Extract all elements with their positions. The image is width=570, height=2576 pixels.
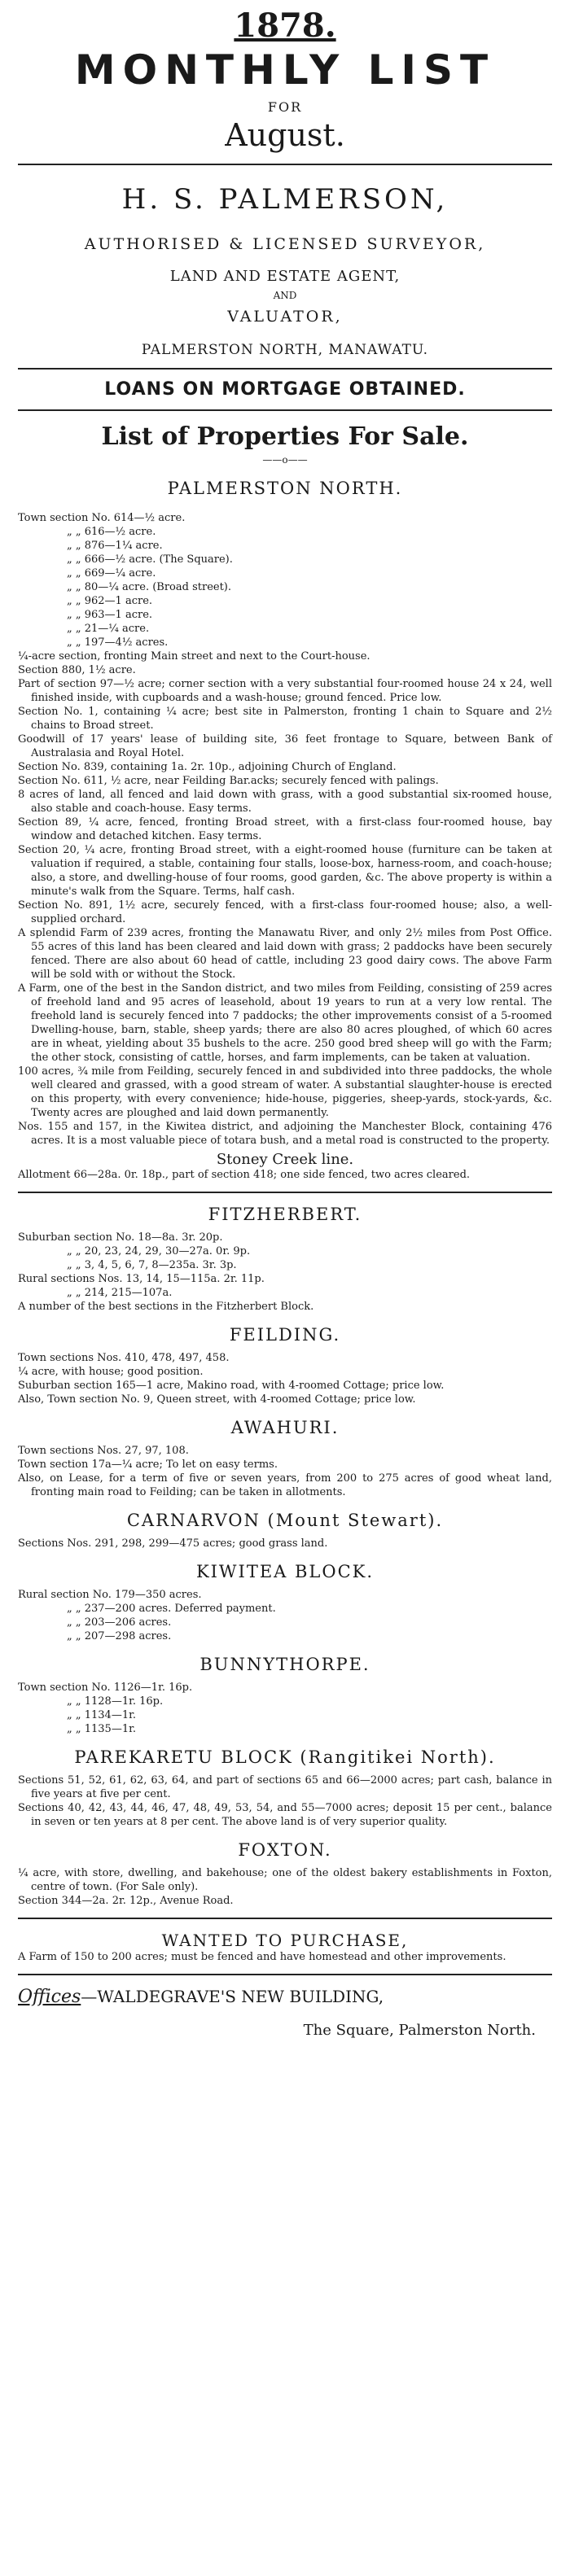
month: August.	[225, 117, 345, 153]
list-title: List of Properties For Sale.	[101, 422, 469, 451]
wanted-heading: WANTED TO PURCHASE,	[161, 1931, 409, 1950]
listing-line: Rural sections Nos. 13, 14, 15—115a. 2r. 11p.	[18, 1273, 265, 1285]
town-section-list	[18, 511, 552, 649]
firm-title-1: AUTHORISED & LICENSED SURVEYOR,	[84, 235, 486, 253]
divider	[18, 1974, 552, 1975]
property-entry: Section 20, ¼ acre, fronting Broad street, with a eight-roomed house (furniture can be taken at valuation if required, a stable, containing four stalls, loose-box, harness-room, and coach-house; also, a store, and dwelling-house of four rooms, good garden, &c. The above property is within a minute's walk from the Square. Terms, half cash.	[18, 844, 552, 898]
town-section-line: „ „ 666—½ acre. (The Square).	[67, 553, 233, 566]
listing-line: Sections Nos. 291, 298, 299—475 acres; good grass land.	[18, 1537, 328, 1550]
town-section-line: „ „ 669—¼ acre.	[67, 567, 156, 579]
offices-text: —WALDEGRAVE'S NEW BUILDING,	[81, 1987, 384, 2006]
divider	[18, 1192, 552, 1193]
property-entry: Part of section 97—½ acre; corner section with a very substantial four-roomed house 24 x 24, well finished inside, with cupboards and a wash-house; ground fenced. Price low.	[18, 678, 552, 704]
section-heading-fitzherbert: FITZHERBERT.	[208, 1205, 362, 1224]
town-section-line: „ „ 616—½ acre.	[67, 526, 156, 538]
offices-address: The Square, Palmerston North.	[303, 2022, 536, 2039]
listing-line: „ „ 1134—1r.	[67, 1709, 137, 1721]
section-heading-palmerston: PALMERSTON NORTH.	[167, 479, 403, 498]
listing-line: Suburban section No. 18—8a. 3r. 20p.	[18, 1231, 223, 1244]
section-heading-bunnythorpe: BUNNYTHORPE.	[200, 1655, 370, 1674]
listing-line: „ „ 1128—1r. 16p.	[67, 1695, 164, 1708]
town-section-line: „ „ 21—¼ acre.	[67, 623, 150, 635]
firm-location: PALMERSTON NORTH, MANAWATU.	[141, 342, 429, 358]
loans-heading: LOANS ON MORTGAGE OBTAINED.	[104, 379, 466, 400]
divider	[18, 1918, 552, 1919]
listing-line: „ „ 1135—1r.	[67, 1723, 137, 1735]
property-entry: Goodwill of 17 years' lease of building site, 36 feet frontage to Square, between Bank of Australasia and Royal Hotel.	[18, 733, 552, 759]
document-title: MONTHLY LIST	[74, 46, 496, 94]
listing-line: „ „ 3, 4, 5, 6, 7, 8—235a. 3r. 3p.	[67, 1259, 237, 1271]
town-section-line: „ „ 80—¼ acre. (Broad street).	[67, 581, 232, 593]
listing-line: „ „ 203—206 acres.	[67, 1616, 172, 1629]
stoney-creek-heading: Stoney Creek line.	[216, 1151, 354, 1168]
property-entry: ¼-acre section, fronting Main street and next to the Court-house.	[18, 650, 370, 663]
town-section-line: „ „ 963—1 acre.	[67, 609, 153, 621]
section-heading-awahuri: AWAHURI.	[230, 1418, 340, 1437]
listing-line: ¼ acre, with store, dwelling, and bakehouse; one of the oldest bakery establishments in Foxton, centre of town. (For Sale only).	[18, 1867, 552, 1893]
property-entry: Section 880, 1½ acre.	[18, 664, 136, 676]
property-entry: Section 89, ¼ acre, fenced, fronting Broad street, with a first-class four-roomed house, bay window and detached kitchen. Easy terms.	[18, 816, 552, 842]
listing-line: Also, Town section No. 9, Queen street, with 4-roomed Cottage; price low.	[18, 1393, 416, 1406]
divider	[18, 409, 552, 411]
listing-line: Section 344—2a. 2r. 12p., Avenue Road.	[18, 1895, 234, 1907]
property-entry: Section No. 839, containing 1a. 2r. 10p., adjoining Church of England.	[18, 761, 397, 773]
listing-line: „ „ 207—298 acres.	[67, 1630, 172, 1642]
section-heading-foxton: FOXTON.	[238, 1840, 332, 1860]
listing-line: Sections 51, 52, 61, 62, 63, 64, and part of sections 65 and 66—2000 acres; part cash, balance in five years at five per cent.	[18, 1774, 552, 1800]
firm-name: H. S. PALMERSON,	[121, 183, 449, 216]
listing-line: A number of the best sections in the Fitzherbert Block.	[18, 1301, 314, 1313]
property-entries	[18, 649, 552, 1148]
property-entry: Section No. 611, ½ acre, near Feilding Bar.acks; securely fenced with palings.	[18, 775, 439, 787]
property-entry: A Farm, one of the best in the Sandon district, and two miles from Feilding, consisting of 259 acres of freehold land and 95 acres of leasehold, about 19 years to run at a very low rental. The freehold land is securely fenced into 7 paddocks; the other improvements consist of a 5-roomed Dwelling-house, barn, stable, sheep yards; there are also 80 acres ploughed, of which 60 acres are in wheat, yielding about 35 bushels to the acre. 250 good bred sheep will go with the Farm; the other stock, consisting of cattle, horses, and farm implements, can be taken at valuation.	[18, 982, 552, 1064]
listing-line: Suburban section 165—1 acre, Makino road, with 4-roomed Cottage; price low.	[18, 1380, 445, 1392]
listing-line: Town section No. 1126—1r. 16p.	[18, 1682, 193, 1694]
firm-and: AND	[273, 290, 297, 301]
property-entry: 8 acres of land, all fenced and laid down with grass, with a good substantial six-roomed house, also stable and coach-house. Easy terms.	[18, 789, 552, 815]
property-entry: Allotment 66—28a. 0r. 18p., part of section 418; one side fenced, two acres cleared.	[18, 1169, 471, 1181]
year: 1878.	[234, 7, 336, 45]
firm-title-2: LAND AND ESTATE AGENT,	[169, 268, 401, 285]
for-label: FOR	[267, 99, 303, 115]
town-section-line: „ „ 876—1¼ acre.	[67, 540, 163, 552]
listing-line: Town sections Nos. 27, 97, 108.	[18, 1445, 189, 1457]
listing-line: „ „ 237—200 acres. Deferred payment.	[67, 1603, 276, 1615]
property-entry: Section No. 891, 1½ acre, securely fenced, with a first-class four-roomed house; also, a well-supplied orchard.	[18, 899, 552, 925]
property-entry: Section No. 1, containing ¼ acre; best site in Palmerston, fronting 1 chain to Square and 2½ chains to Broad street.	[18, 706, 552, 732]
ornament: ——o——	[262, 454, 308, 466]
listing-line: Sections 40, 42, 43, 44, 46, 47, 48, 49, 53, 54, and 55—7000 acres; deposit 15 per cent., balance in seven or ten years at 8 per cent. The above land is of very superior quality.	[18, 1802, 552, 1828]
divider	[18, 164, 552, 165]
property-entry: A splendid Farm of 239 acres, fronting the Manawatu River, and only 2½ miles from Post Office. 55 acres of this land has been cleared and laid down with grass; 2 paddocks have been securely fenced. There are also about 60 head of cattle, including 23 good dairy cows. The above Farm will be sold with or without the Stock.	[18, 927, 552, 981]
offices-label: Offices	[18, 1987, 81, 2007]
section-heading-kiwitea: KIWITEA BLOCK.	[195, 1562, 375, 1581]
listing-line: Town sections Nos. 410, 478, 497, 458.	[18, 1352, 230, 1364]
section-heading-feilding: FEILDING.	[229, 1325, 341, 1345]
town-section-line: Town section No. 614—½ acre.	[18, 512, 186, 524]
listing-line: Town section 17a—¼ acre; To let on easy terms.	[18, 1459, 278, 1471]
listing-line: Also, on Lease, for a term of five or seven years, from 200 to 275 acres of good wheat land, fronting main road to Feilding; can be taken in allotments.	[18, 1472, 552, 1498]
section-heading-carnarvon: CARNARVON (Mount Stewart).	[126, 1511, 444, 1530]
section-heading-parekaretu: PAREKARETU BLOCK (Rangitikei North).	[74, 1747, 496, 1767]
listing-line: „ „ 214, 215—107a.	[67, 1287, 173, 1299]
firm-title-3: VALUATOR,	[227, 308, 343, 326]
town-section-line: „ „ 197—4½ acres.	[67, 636, 169, 649]
property-entry: 100 acres, ¾ mile from Feilding, securely fenced in and subdivided into three paddocks, the whole well cleared and grassed, with a good stream of water. A substantial slaughter-house is erected on this property, with every convenience; hide-house, piggeries, sheep-yards, stock-yards, &c. Twenty acres are ploughed and laid down permanently.	[18, 1065, 552, 1119]
listing-line: „ „ 20, 23, 24, 29, 30—27a. 0r. 9p.	[67, 1245, 251, 1257]
listing-line: Rural section No. 179—350 acres.	[18, 1589, 202, 1601]
divider	[18, 368, 552, 370]
town-section-line: „ „ 962—1 acre.	[67, 595, 153, 607]
offices-line	[18, 1987, 552, 2007]
wanted-line: A Farm of 150 to 200 acres; must be fenced and have homestead and other improvements.	[18, 1951, 506, 1963]
property-entry: Nos. 155 and 157, in the Kiwitea district, and adjoining the Manchester Block, containing 476 acres. It is a most valuable piece of totara bush, and a metal road is constructed to the property.	[18, 1121, 552, 1147]
listing-line: ¼ acre, with house; good position.	[18, 1366, 204, 1378]
